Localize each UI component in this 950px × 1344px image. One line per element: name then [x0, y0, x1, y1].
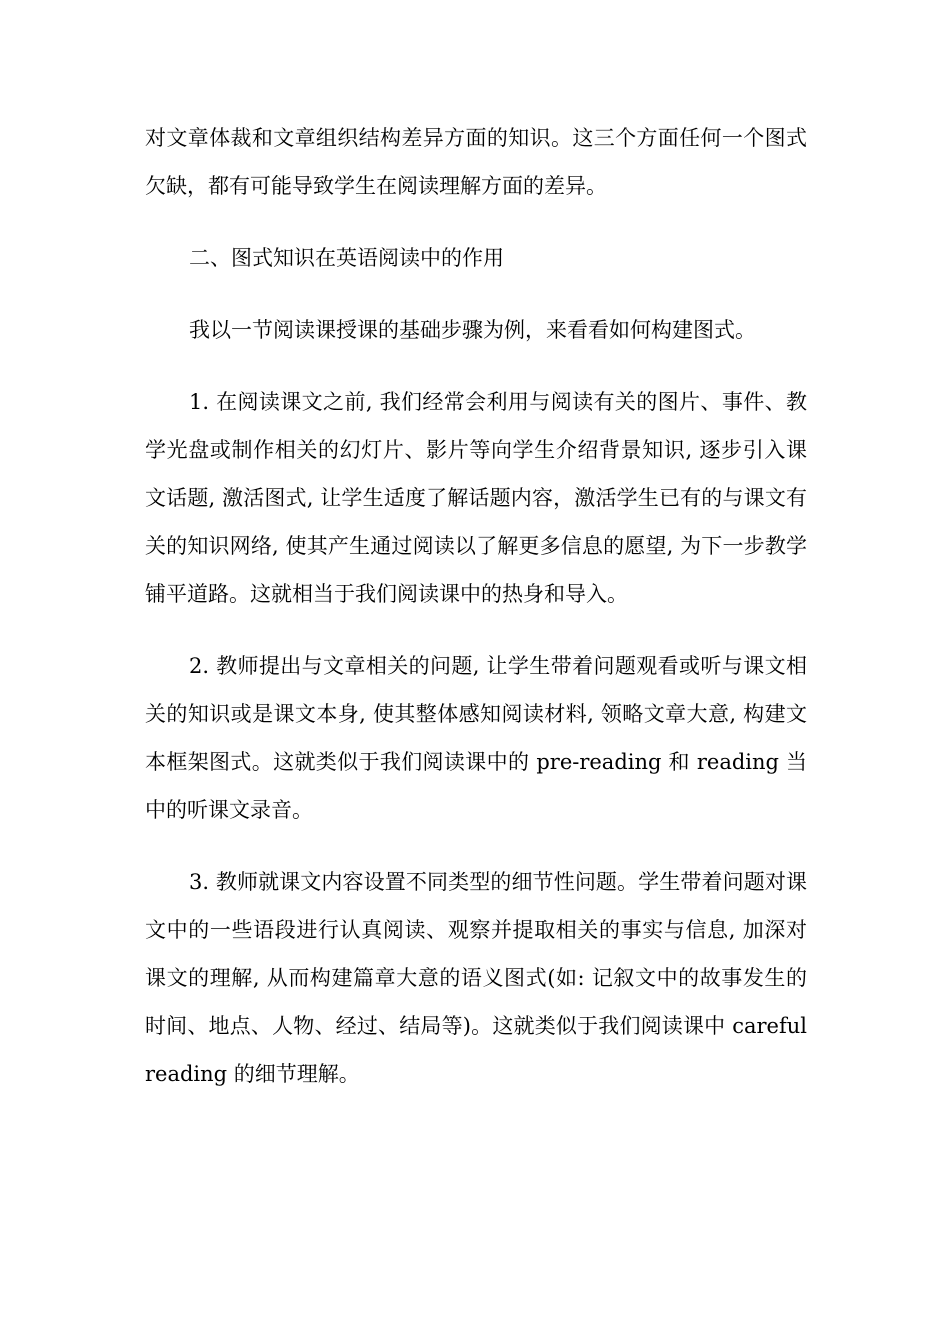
- section-heading: 二、图式知识在英语阅读中的作用: [189, 246, 504, 270]
- paragraph-step-3: 3. 教师就课文内容设置不同类型的细节性问题。学生带着问题对课文中的一些语段进行认真阅读、观察并提取相关的事实与信息, 加深对课文的理解, 从而构建篇章大意的语义图式(如: 记叙文中的故事发生的时间、地点、人物、经过、结局等)。这就类似于我们阅读课中 careful reading 的细节理解。: [145, 870, 807, 1086]
- document-body: [145, 114, 807, 1122]
- paragraph-continuation: 对文章体裁和文章组织结构差异方面的知识。这三个方面任何一个图式欠缺，都有可能导致学生在阅读理解方面的差异。: [145, 126, 807, 198]
- paragraph-step-2: 2. 教师提出与文章相关的问题, 让学生带着问题观看或听与课文相关的知识或是课文本身, 使其整体感知阅读材料, 领略文章大意, 构建文本框架图式。这就类似于我们阅读课中的 pre-reading 和 reading 当中的听课文录音。: [145, 654, 807, 822]
- paragraph-step-1: 1. 在阅读课文之前, 我们经常会利用与阅读有关的图片、事件、教学光盘或制作相关的幻灯片、影片等向学生介绍背景知识, 逐步引入课文话题, 激活图式, 让学生适度了解话题内容，激活学生已有的与课文有关的知识网络, 使其产生通过阅读以了解更多信息的愿望, 为下一步教学铺平道路。这就相当于我们阅读课中的热身和导入。: [145, 390, 807, 606]
- paragraph-intro: 我以一节阅读课授课的基础步骤为例，来看看如何构建图式。: [189, 318, 756, 342]
